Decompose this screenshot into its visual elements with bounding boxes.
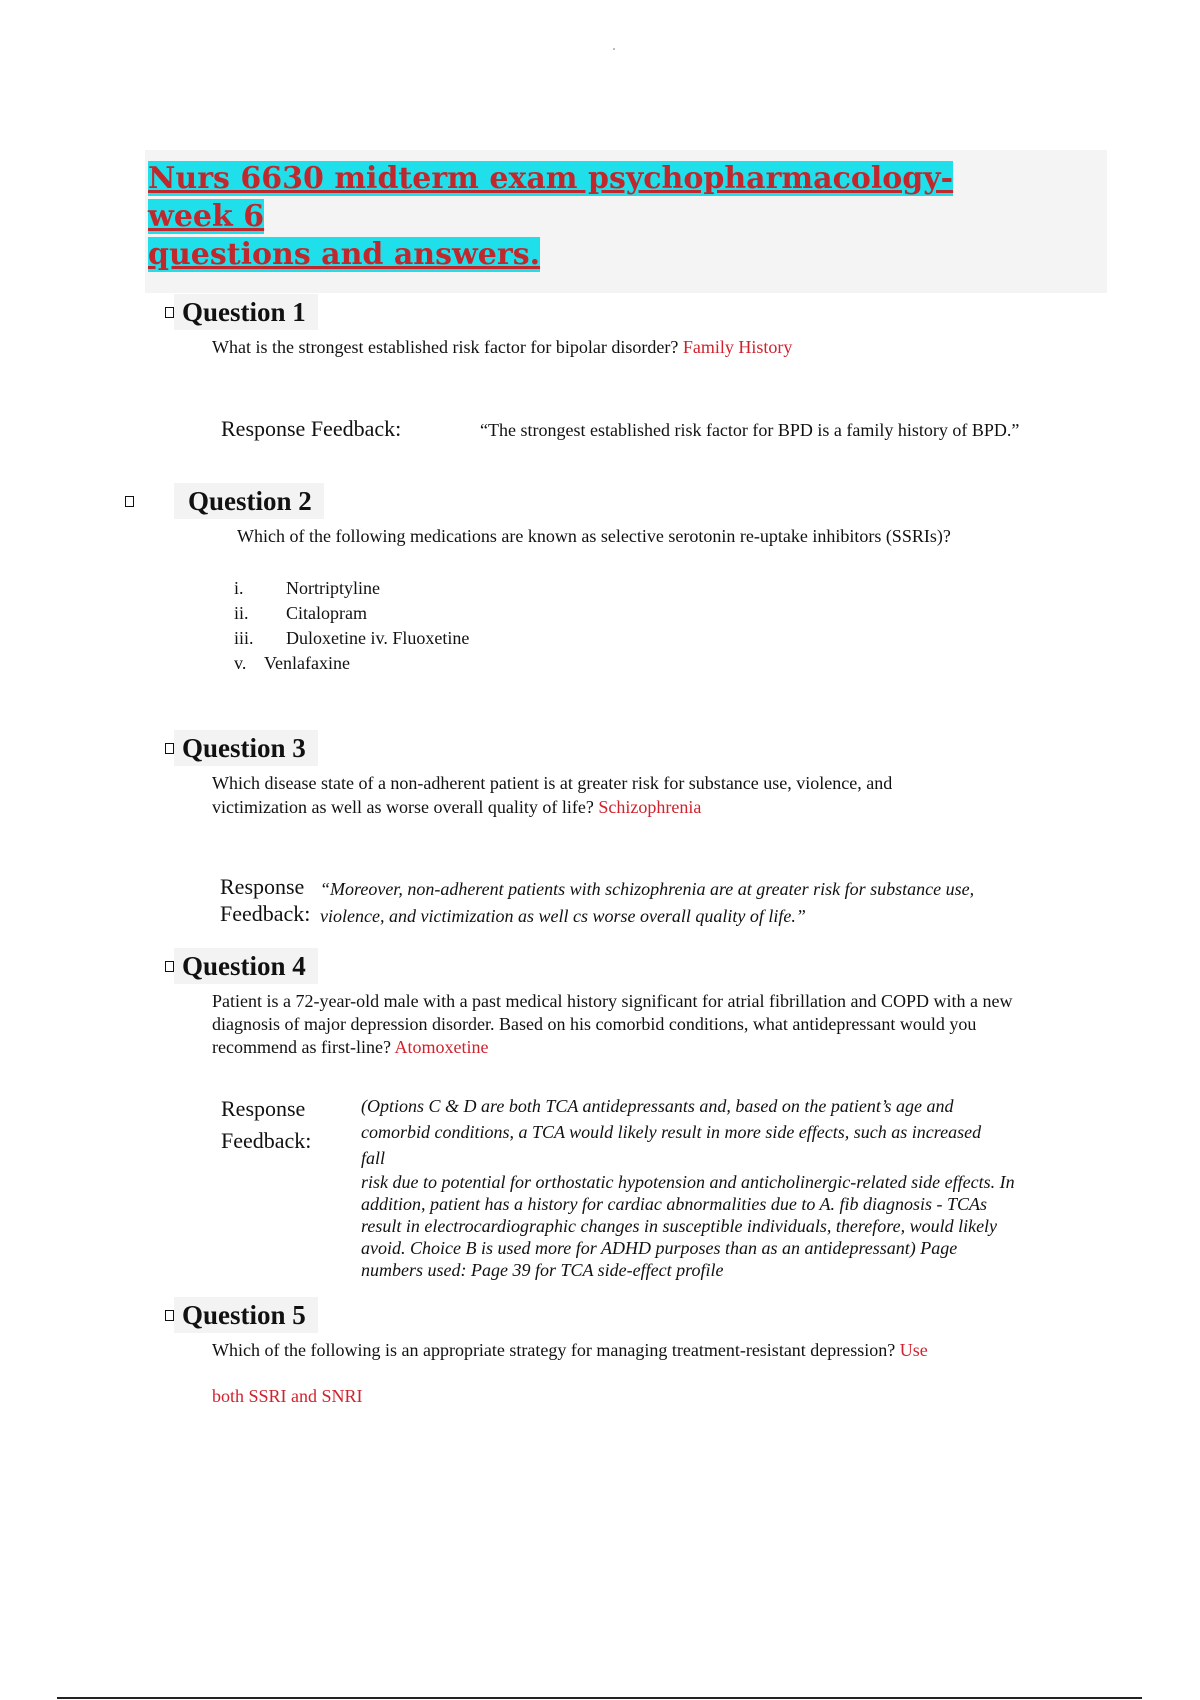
option-number: v. <box>234 653 247 673</box>
question-5-answer-part-1: Use <box>899 1340 928 1360</box>
feedback-line: avoid. Choice B is used more for ADHD purposes than as an antidepressant) Page <box>361 1238 958 1258</box>
option-text: Nortriptyline <box>286 578 380 598</box>
question-3-text <box>212 771 892 819</box>
feedback-line: addition, patient has a history for cardiac abnormalities due to A. fib diagnosis - TCAs <box>361 1194 988 1214</box>
feedback-line-1: “Moreover, non-adherent patients with schizophrenia are at greater risk for substance use, <box>320 879 975 899</box>
question-4-feedback-label <box>221 1093 311 1157</box>
question-3-feedback <box>320 876 974 930</box>
question-1-header <box>165 294 318 330</box>
feedback-line: result in electrocardiographic changes in susceptible individuals, therefore, would likely <box>361 1216 998 1236</box>
option-row <box>234 651 469 676</box>
question-1-answer: Family History <box>682 337 793 357</box>
question-1-feedback-label: Response Feedback: <box>221 416 402 441</box>
feedback-line: (Options C & D are both TCA antidepressants and, based on the patient’s age and <box>361 1096 954 1116</box>
question-4-feedback <box>361 1093 1121 1281</box>
question-1-text <box>212 335 792 359</box>
question-5-answer-part-2: both SSRI and SNRI <box>212 1386 363 1406</box>
title-line-1: Nurs 6630 midterm exam psychopharmacology- week 6 <box>148 161 954 234</box>
question-4-header <box>165 948 318 984</box>
question-2-title: Question 2 <box>174 483 324 519</box>
feedback-label-line-1: Response <box>220 874 305 899</box>
feedback-line: comorbid conditions, a TCA would likely result in more side effects, such as increased <box>361 1122 982 1142</box>
question-1-title: Question 1 <box>174 294 318 330</box>
question-2-options <box>234 576 469 676</box>
question-4-title: Question 4 <box>174 948 318 984</box>
option-text: Citalopram <box>286 603 367 623</box>
feedback-label-line-2: Feedback: <box>221 1128 312 1153</box>
feedback-line: numbers used: Page 39 for TCA side-effect profile <box>361 1260 724 1280</box>
option-row <box>234 601 469 626</box>
feedback-line: fall <box>361 1148 386 1168</box>
question-3-answer: Schizophrenia <box>598 797 702 817</box>
checkbox-icon <box>165 307 174 318</box>
question-5-text <box>212 1338 928 1362</box>
option-text: Venlafaxine <box>264 653 350 673</box>
question-5-title: Question 5 <box>174 1297 318 1333</box>
question-4-answer: Atomoxetine <box>394 1037 489 1057</box>
question-3-header <box>165 730 318 766</box>
question-2-text: Which of the following medications are known as selective serotonin re-uptake inhibitors (SSRIs)? <box>237 526 951 546</box>
question-5-prompt: Which of the following is an appropriate strategy for managing treatment-resistant depression? <box>212 1340 896 1360</box>
document-title <box>148 160 988 274</box>
question-3-prompt-line-1: Which disease state of a non-adherent patient is at greater risk for substance use, violence, and <box>212 773 893 793</box>
question-4-text <box>212 990 1012 1059</box>
option-row <box>234 626 469 651</box>
checkbox-icon <box>165 743 174 754</box>
option-row <box>234 576 469 601</box>
question-4-prompt-line-1: Patient is a 72-year-old male with a past medical history significant for atrial fibrillation and COPD with a new <box>212 991 1013 1011</box>
checkbox-icon <box>165 1310 174 1321</box>
question-5-header <box>165 1297 318 1333</box>
checkbox-icon <box>165 961 174 972</box>
feedback-label-line-1: Response <box>221 1096 306 1121</box>
question-3-prompt-line-2: victimization as well as worse overall quality of life? <box>212 797 594 817</box>
feedback-line: risk due to potential for orthostatic hypotension and anticholinergic-related side effects. In <box>361 1172 1015 1192</box>
feedback-line-2: violence, and victimization as well cs worse overall quality of life.” <box>320 906 806 926</box>
question-3-feedback-label <box>220 873 310 927</box>
option-text: Duloxetine iv. Fluoxetine <box>286 628 470 648</box>
feedback-label-line-2: Feedback: <box>220 901 311 926</box>
question-3-title: Question 3 <box>174 730 318 766</box>
question-1-feedback: “The strongest established risk factor for BPD is a family history of BPD.” <box>480 420 1020 440</box>
footer-rule <box>57 1697 1142 1699</box>
option-number: i. <box>234 578 244 598</box>
checkbox-icon <box>125 496 134 507</box>
question-4-prompt-line-2: diagnosis of major depression disorder. Based on his comorbid conditions, what antidepressant would you <box>212 1014 977 1034</box>
page-mark <box>613 48 615 50</box>
question-1-prompt: What is the strongest established risk factor for bipolar disorder? <box>212 337 679 357</box>
option-number: ii. <box>234 603 249 623</box>
question-4-prompt-line-3: recommend as first-line? <box>212 1037 391 1057</box>
title-line-2: questions and answers. <box>148 237 541 272</box>
option-number: iii. <box>234 628 254 648</box>
question-2-header <box>125 483 324 519</box>
